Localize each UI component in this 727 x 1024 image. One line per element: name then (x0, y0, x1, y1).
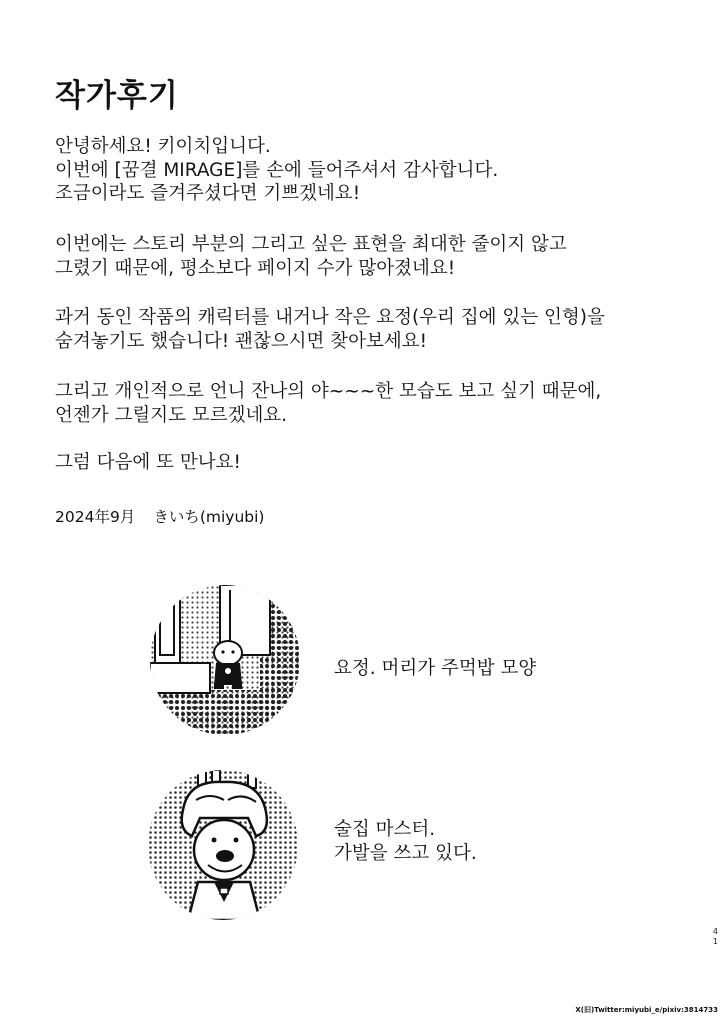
fairy-illustration (150, 585, 300, 735)
caption-line: 요정. 머리가 주먹밥 모양 (334, 658, 537, 679)
paragraph-personal (55, 380, 601, 427)
paragraph-farewell (55, 451, 241, 475)
signature-author: きいち(miyubi) (153, 508, 265, 526)
artist-credit: X(旧)Twitter:miyubi_e/pixiv:3814733 (575, 1006, 718, 1014)
text-line: 이번에는 스토리 부분의 그리고 싶은 표현을 최대한 줄이지 않고 (55, 234, 567, 255)
paragraph-story (55, 233, 567, 280)
bar-master-illustration (148, 770, 298, 920)
text-line: 조금이라도 즐겨주셨다면 기쁘겠네요! (55, 183, 361, 204)
page-number-digit: 4 (712, 927, 718, 936)
caption-line: 술집 마스터. (334, 819, 436, 840)
text-line: 그리고 개인적으로 언니 잔나의 야~~~한 모습도 보고 싶기 때문에, (55, 381, 602, 402)
text-line: 이번에 [꿈결 MIRAGE]를 손에 들어주셔서 감사합니다. (55, 159, 499, 181)
text-line: 그렸기 때문에, 평소보다 페이지 수가 많아졌네요! (55, 257, 456, 279)
page-number (713, 927, 718, 947)
caption-line: 가발을 쓰고 있다. (334, 843, 477, 864)
signature-date: 2024年9月 (55, 508, 136, 526)
text-line: 과거 동인 작품의 캐릭터를 내거나 작은 요정(우리 집에 있는 인형)을 (55, 307, 605, 328)
afterword-title: 작가후기 (55, 78, 179, 114)
text-line: 안녕하세요! 키이치입니다. (55, 136, 271, 157)
paragraph-easter-eggs (55, 306, 605, 353)
text-line: 숨겨놓기도 했습니다! 괜찮으시면 찾아보세요! (55, 330, 428, 352)
bar-master-caption (334, 818, 477, 866)
text-line: 그럼 다음에 또 만나요! (55, 452, 241, 473)
paragraph-greeting (55, 135, 498, 206)
text-line: 언젠가 그릴지도 모르겠네요. (55, 404, 288, 426)
signature (55, 505, 264, 527)
fairy-caption (334, 657, 536, 681)
page-number-digit: 1 (712, 937, 718, 946)
